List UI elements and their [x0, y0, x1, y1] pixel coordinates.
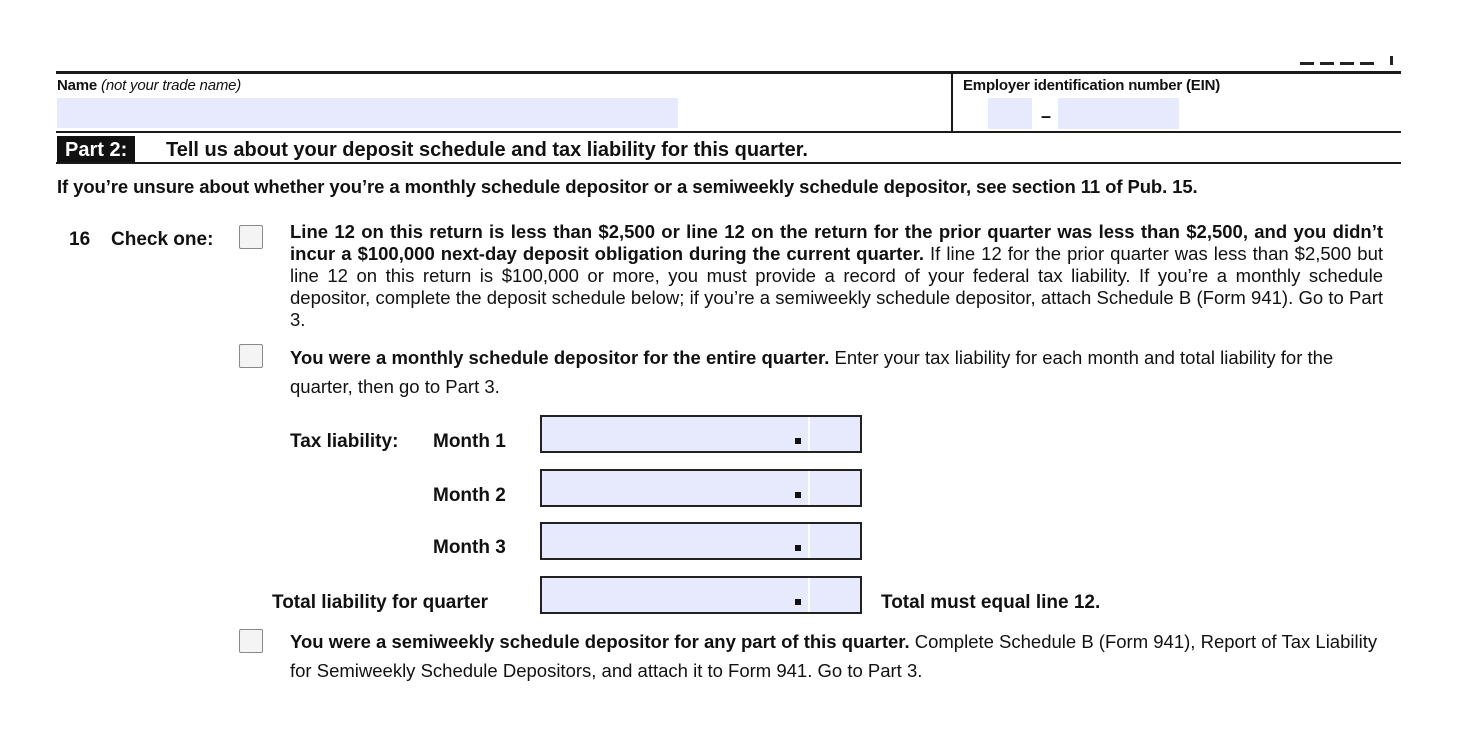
option3-checkbox[interactable] — [239, 629, 263, 653]
ein-suffix-input[interactable] — [1058, 98, 1179, 129]
form-code-fragment — [1300, 52, 1400, 68]
header-column-divider — [951, 72, 953, 132]
month2-label: Month 2 — [433, 485, 506, 506]
ein-dash: – — [1041, 106, 1052, 126]
month3-decimal-point — [795, 545, 801, 551]
deposit-intro: If you’re unsure about whether you’re a monthly schedule depositor or a semiweekly schedule depositor, see section 11 of Pub. 15. — [57, 176, 1198, 197]
month1-decimal-point — [795, 438, 801, 444]
total-liability-label: Total liability for quarter — [272, 592, 489, 613]
month2-amount-input[interactable] — [540, 469, 862, 507]
total-decimal-point — [795, 599, 801, 605]
total-liability-input[interactable] — [540, 576, 862, 614]
part2-title: Tell us about your deposit schedule and tax liability for this quarter. — [166, 139, 808, 161]
month2-cents-divider — [808, 471, 810, 505]
month3-amount-input[interactable] — [540, 522, 862, 560]
ein-prefix-input[interactable] — [988, 98, 1032, 129]
month1-amount-input[interactable] — [540, 415, 862, 453]
month3-label: Month 3 — [433, 537, 506, 558]
option1-bold-text: Line 12 on this return is less than $2,500 or line 12 on the return for the prior quarter was less than $2,500, and you didn’t incur a $100,000 next-day deposit obligation during the current quarter. — [290, 221, 1383, 264]
month1-cents-divider — [808, 417, 810, 451]
part2-bottom-rule — [56, 162, 1401, 164]
part2-tag: Part 2: — [57, 136, 135, 164]
month1-label: Month 1 — [433, 431, 506, 452]
header-bottom-rule — [56, 131, 1401, 133]
name-input[interactable] — [57, 98, 678, 128]
line-16-number: 16 — [69, 229, 91, 250]
option3-bold-text: You were a semiweekly schedule depositor for any part of this quarter. — [290, 631, 910, 652]
month2-decimal-point — [795, 492, 801, 498]
header-top-rule — [56, 71, 1401, 74]
option1-normal-text: If line 12 for the prior quarter was less than $2,500 but line 12 on this return is $100,000 or more, you must provide a record of your federal tax liability. If you’re a monthly schedule depositor, complete the deposit schedule below; if you’re a semiweekly schedule depositor, attach Schedule B (Form 941). Go to Part 3. — [290, 243, 1383, 330]
name-label-note: (not your trade name) — [101, 77, 242, 94]
option3-text — [290, 627, 1383, 685]
option1-checkbox[interactable] — [239, 225, 263, 249]
ein-label: Employer identification number (EIN) — [963, 77, 1220, 94]
option1-text — [290, 221, 1383, 331]
month3-cents-divider — [808, 524, 810, 558]
name-label: Name (not your trade name) — [57, 77, 242, 94]
total-note: Total must equal line 12. — [881, 592, 1101, 613]
tax-liability-label: Tax liability: — [290, 431, 399, 452]
total-cents-divider — [808, 578, 810, 612]
check-one-label: Check one: — [111, 229, 214, 250]
option2-normal-text: Enter your tax liability for each month and total liability for the quarter, then go to Part 3. — [290, 347, 1334, 397]
option2-text — [290, 343, 1383, 401]
option3-normal-text: Complete Schedule B (Form 941), Report of Tax Liability for Semiweekly Schedule Depositors, and attach it to Form 941. Go to Part 3. — [290, 631, 1378, 681]
option2-bold-text: You were a monthly schedule depositor for the entire quarter. — [290, 347, 830, 368]
option2-checkbox[interactable] — [239, 344, 263, 368]
